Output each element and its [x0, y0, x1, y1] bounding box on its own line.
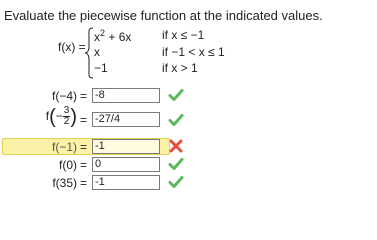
equals-sign: = [80, 158, 88, 172]
row-label: f(− $\frac{3}{2}$ ) [45, 105, 77, 128]
left-brace [84, 27, 94, 79]
piece-1-condition: if x ≤ −1 [162, 28, 205, 42]
piece-1-expression: $x^2 + 6x$ [94, 28, 132, 44]
function-label: f(x) = [58, 40, 86, 54]
fraction: $\frac{3}{2}$ [63, 105, 70, 128]
equals-sign: = [80, 113, 88, 127]
answer-input[interactable]: -1 [92, 139, 160, 154]
check-icon [168, 112, 184, 128]
answer-input[interactable]: -1 [92, 175, 160, 190]
x-mark-icon [168, 138, 184, 154]
row-label: f(35) [52, 176, 77, 190]
check-icon [168, 87, 184, 103]
piece-3-expression: −1 [94, 61, 108, 75]
piece-2-condition: if −1 < x ≤ 1 [162, 45, 225, 59]
answer-row [0, 87, 377, 106]
answer-row [0, 106, 377, 134]
row-label: f(0) [59, 158, 77, 172]
answer-input[interactable]: 0 [92, 157, 160, 172]
answer-row [0, 174, 377, 193]
piece-2-expression: x [94, 45, 100, 59]
check-icon [168, 174, 184, 190]
piece-3-condition: if x > 1 [162, 61, 198, 75]
check-icon [168, 156, 184, 172]
equals-sign: = [80, 140, 88, 154]
answer-input[interactable]: -27/4 [92, 112, 160, 127]
row-label: f(−1) [51, 140, 77, 154]
equals-sign: = [80, 89, 88, 103]
equals-sign: = [80, 176, 88, 190]
answer-input[interactable]: -8 [92, 88, 160, 103]
answer-row [0, 138, 377, 157]
instructions-text: Evaluate the piecewise function at the indicated values. [4, 8, 323, 23]
answer-row [0, 156, 377, 175]
row-label: f(−4) [51, 89, 77, 103]
